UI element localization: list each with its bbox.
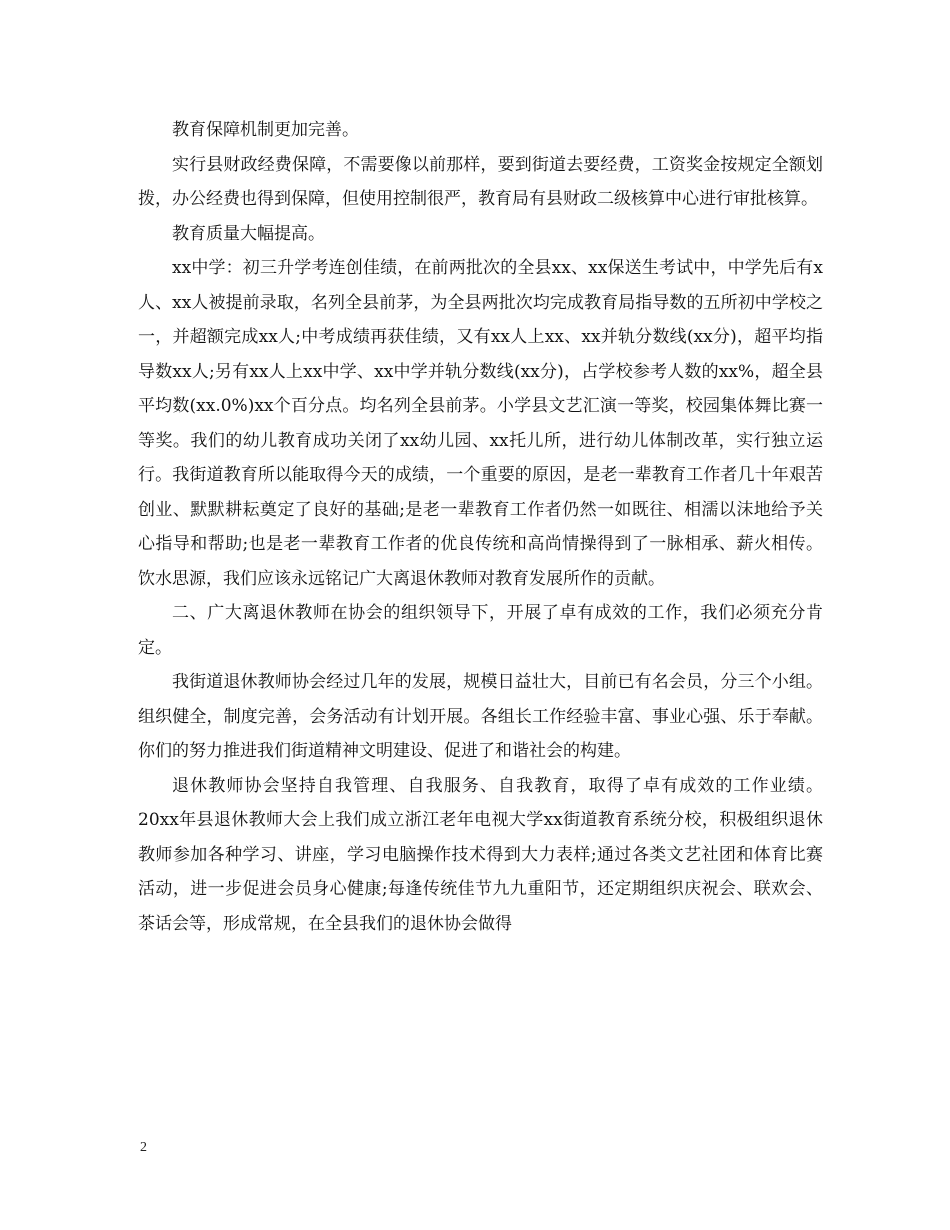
paragraph: 教育质量大幅提高。 — [172, 223, 325, 244]
document-body — [138, 113, 823, 941]
paragraph: 退休教师协会坚持自我管理、自我服务、自我教育，取得了卓有成效的工作业绩。20xx年县退休教师大会上我们成立浙江老年电视大学xx街道教育系统分校，积极组织退休教师参加各种学习、讲座，学习电脑操作技术得到大力表样;通过各类文艺社团和体育比赛活动，进一步促进会员身心健康;每逢传统佳节九九重阳节，还定期组织庆祝会、联欢会、茶话会等，形成常规，在全县我们的退休协会做得 — [138, 775, 823, 934]
page-number: 2 — [140, 1140, 147, 1155]
paragraph: 二、广大离退休教师在协会的组织领导下，开展了卓有成效的工作，我们必须充分肯定。 — [138, 603, 823, 658]
paragraph: 教育保障机制更加完善。 — [172, 120, 359, 140]
paragraph: 我街道退休教师协会经过几年的发展，规模日益壮大，目前已有名会员，分三个小组。组织健全，制度完善，会务活动有计划开展。各组长工作经验丰富、事业心强、乐于奉献。你们的努力推进我们街道精神文明建设、促进了和谐社会的构建。 — [138, 672, 823, 761]
paragraph: 实行县财政经费保障，不需要像以前那样，要到街道去要经费，工资奖金按规定全额划拨，办公经费也得到保障，但使用控制很严，教育局有县财政二级核算中心进行审批核算。 — [138, 154, 823, 209]
paragraph: xx中学：初三升学考连创佳绩，在前两批次的全县xx、xx保送生考试中，中学先后有x人、xx人被提前录取，名列全县前茅，为全县两批次均完成教育局指导数的五所初中学校之一，并超额完成xx人;中考成绩再获佳绩，又有xx人上xx、xx并轨分数线(xx分)，超平均指导数xx人;另有xx人上xx中学、xx中学并轨分数线(xx分)，占学校参考人数的xx%，超全县平均数(xx.0%)xx个百分点。均名列全县前茅。小学县文艺汇演一等奖，校园集体舞比赛一等奖。我们的幼儿教育成功关闭了xx幼儿园、xx托儿所，进行幼儿体制改革，实行独立运行。我街道教育所以能取得今天的成绩，一个重要的原因，是老一辈教育工作者几十年艰苦创业、默默耕耘奠定了良好的基础;是老一辈教育工作者仍然一如既往、相濡以沫地给予关心指导和帮助;也是老一辈教育工作者的优良传统和高尚情操得到了一脉相承、薪火相传。饮水思源，我们应该永远铭记广大离退休教师对教育发展所作的贡献。 — [138, 258, 823, 589]
